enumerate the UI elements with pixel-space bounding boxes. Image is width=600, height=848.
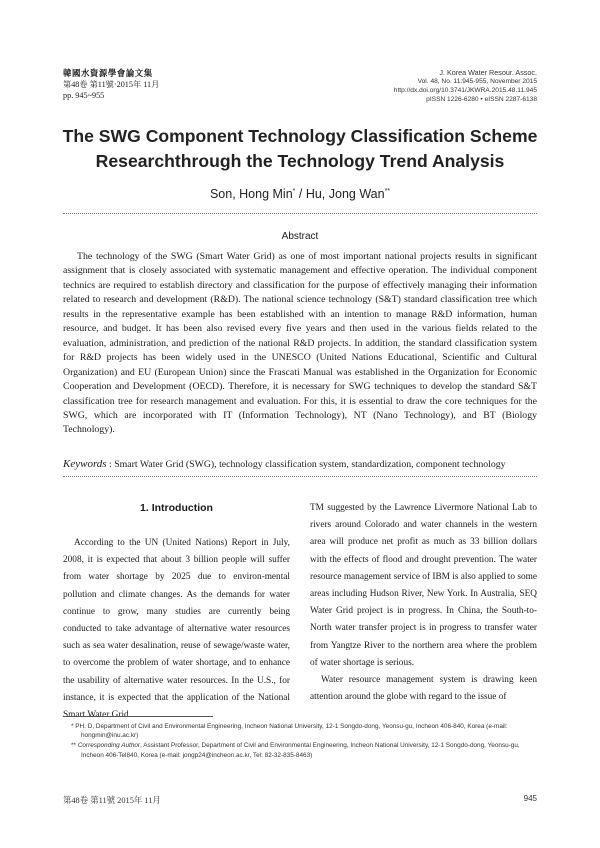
keywords-separator: : (106, 459, 115, 470)
footnote-2-mark: ** (71, 742, 76, 750)
footnote-rule (63, 716, 213, 717)
author-1: Son, Hong Min (209, 187, 293, 201)
footnote-1 (63, 722, 537, 740)
author-2: Hu, Jong Wan (305, 187, 385, 201)
intro-paragraph-1: According to the UN (United Nations) Report in July, 2008, it is expected that about 3 billion people will suffer from water shortage by 2025 due to environ-mental pollution and climate changes. As the demands for water continue to grow, many studies are currently being conducted to take advantage of alternative water resources such as sea water desalination, reuse of sewage/waste water, to overcome the problem of water shortage, and to enhance the usability of alternative water resources. In the U.S., for instance, it is expected that the application of the National Smart Water Grid (63, 538, 290, 721)
journal-header-kr (63, 68, 159, 101)
keywords-label: Keywords (63, 458, 107, 470)
author-1-mark: * (292, 187, 296, 195)
intro-paragraph-2: TM suggested by the Lawrence Livermore National Lab to rivers around Colorado and water channels in the western area will produce net profit as much as 33 billion dollars with the effects of flood and drought prevention. The water resource management service of IBM is also applied to some areas including Hudson River, New York. In Australia, SEQ Water Grid project is in progress. In China, the South-to-North water transfer project is in progress to transfer water from Yangtze River to the northern area where the problem of water shortage is serious. (310, 503, 537, 668)
dotted-divider-bottom (63, 476, 537, 477)
title-line-1: The SWG Component Technology Classification Scheme (62, 126, 538, 146)
keywords (63, 458, 537, 471)
intro-paragraph-3: Water resource management system is drawing keen attention around the globe with regard to the issue of (310, 675, 537, 703)
journal-header-en (394, 68, 537, 104)
doi-link[interactable]: http://dx.doi.org/10.3741/JKWRA.2015.48.11.945 (393, 87, 537, 94)
paper-title (40, 124, 560, 174)
volume-issue-kr: 第48卷 第11號·2015年 11月 (63, 80, 160, 89)
page-number: 945 (523, 794, 537, 803)
journal-name-en: J. Korea Water Resour. Assoc. (439, 68, 537, 77)
footnote-2 (63, 741, 537, 759)
body-column-left (63, 500, 290, 724)
keywords-text: Smart Water Grid (SWG), technology classification system, standardization, component technology (114, 459, 506, 470)
footnote-2-text: , Assistant Professor, Department of Civil and Environmental Engineering, Incheon National University, 12-1 Songdo-dong, Yeonsu-gu, Incheon 406-Tel840, Korea (e-mail: jongp24@incheon.ac.kr, Tel: 82-32-835-8463) (81, 742, 520, 759)
issn: pISSN 1226-6280 • eISSN 2287-6138 (426, 96, 537, 103)
footer-volume-kr: 第48卷 第11號 2015年 11月 (63, 796, 161, 805)
dotted-divider-top (63, 213, 537, 214)
title-line-2: Researchthrough the Technology Trend Analysis (95, 151, 505, 171)
section-heading-introduction: 1. Introduction (140, 502, 213, 514)
journal-name-kr: 韓國水資源學會論文集 (63, 68, 153, 78)
body-column-right (310, 500, 537, 706)
author-separator: / (295, 187, 306, 201)
volume-issue-en: Vol. 48, No. 11:945-955, November 2015 (417, 78, 537, 85)
author-line (0, 187, 600, 201)
abstract-text: The technology of the SWG (Smart Water Grid) as one of most important national projects results in significant assignment that is closely associated with systematic management and effective operation. The individual component technics are required to establish directory and classification for the purpose of effectively managing their information related to research and development (R&D). The national science technology (S&T) standard classification tree which results in the representative example has been established with an intention to manage R&D information, human resource, and budget. It has been also revised every five years and then used in the various fields related to the evaluation, administration, and prediction of the national R&D projects. In addition, the standard classification system for R&D projects has been widely used in the UNESCO (United Nations Educational, Scientific and Cultural Organization) and EU (European Union) since the Frascati Manual was established in the Organization for Economic Cooperation and Development (OECD). Therefore, it is necessary for SWG techniques to develop the standard S&T classification tree for research management and evaluation. For this, it is essential to draw the core techniques for the SWG, which are incorporated with IT (Information Technology), NT (Nano Technology), and BT (Biology Technology). (63, 251, 537, 436)
footnote-1-text: PH. D, Department of Civil and Environmental Engineering, Incheon National University, 12-1 Songdo-dong, Yeonsu-gu, Incheon 406-840, Korea (e-mail: hongmin@inu.ac.kr) (75, 723, 508, 740)
abstract-heading: Abstract (281, 231, 319, 242)
footnote-2-role: Corresponding Author (77, 742, 141, 750)
author-2-mark: ** (384, 187, 391, 195)
page-range: pp. 945~955 (63, 91, 105, 100)
footnote-1-mark: * (71, 723, 74, 730)
footnotes (63, 722, 537, 761)
